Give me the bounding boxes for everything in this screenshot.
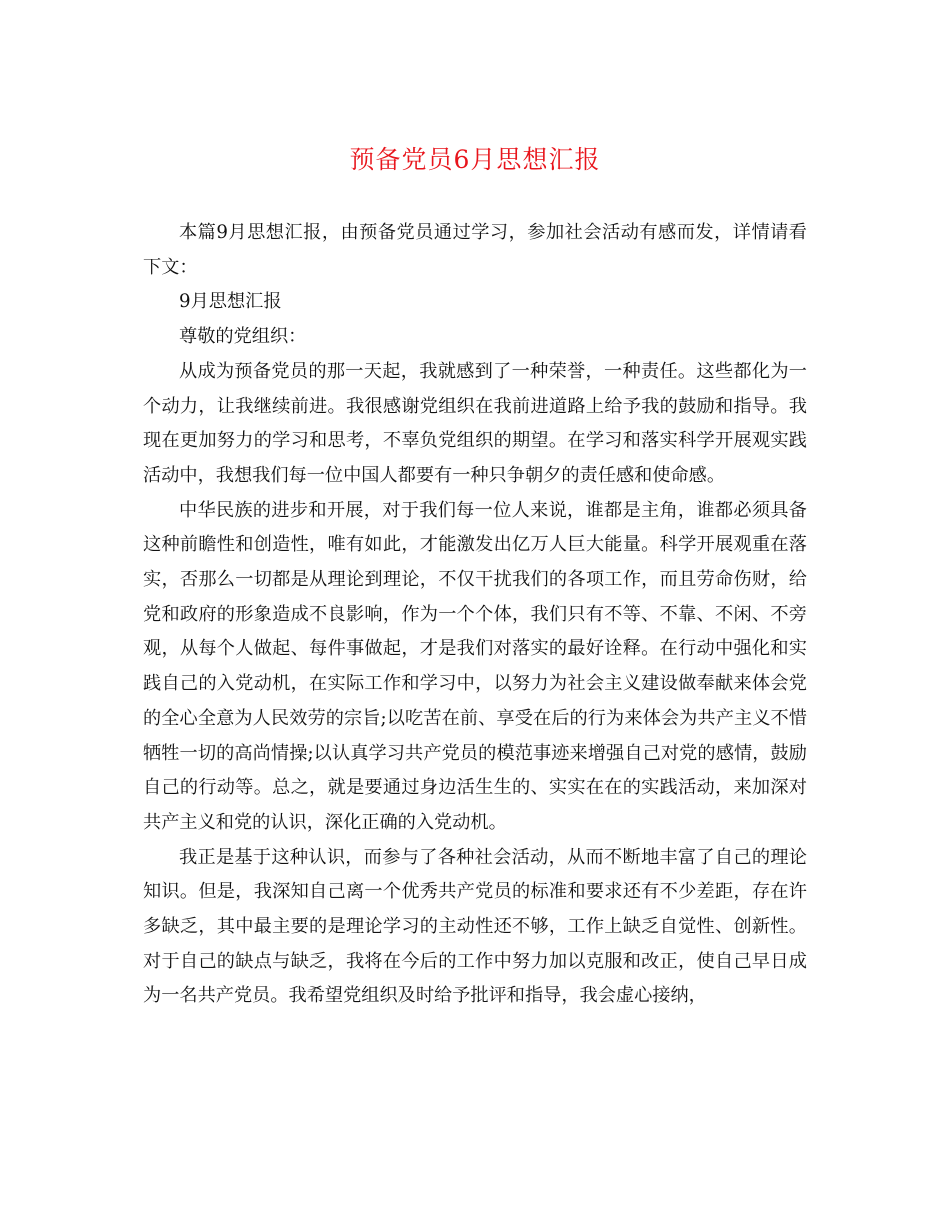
- body-paragraph-2: 中华民族的进步和开展，对于我们每一位人来说，谁都是主角，谁都必须具备这种前瞻性和创造性，唯有如此，才能激发出亿万人巨大能量。科学开展观重在落实，否那么一切都是从理论到理论，不仅干扰我们的各项工作，而且劳命伤财，给党和政府的形象造成不良影响，作为一个个体，我们只有不等、不靠、不闲、不旁观，从每个人做起、每件事做起，才是我们对落实的最好诠释。在行动中强化和实践自己的入党动机，在实际工作和学习中，以努力为社会主义建设做奉献来体会党的全心全意为人民效劳的宗旨;以吃苦在前、享受在后的行为来体会为共产主义不惜牺牲一切的高尚情操;以认真学习共产党员的模范事迹来增强自己对党的感情，鼓励自己的行动等。总之，就是要通过身边活生生的、实实在在的实践活动，来加深对共产主义和党的认识，深化正确的入党动机。: [143, 499, 807, 833]
- body-paragraph-3: 我正是基于这种认识，而参与了各种社会活动，从而不断地丰富了自己的理论知识。但是，我深知自己离一个优秀共产党员的标准和要求还有不少差距，存在许多缺乏，其中最主要的是理论学习的主动性还不够，工作上缺乏自觉性、创新性。对于自己的缺点与缺乏，我将在今后的工作中努力加以克服和改正，使自己早日成为一名共产党员。我希望党组织及时给予批评和指导，我会虚心接纳，: [143, 846, 807, 1007]
- intro-paragraph: 本篇9月思想汇报，由预备党员通过学习，参加社会活动有感而发，详情请看下文：: [143, 222, 807, 278]
- salutation: 尊敬的党组织：: [179, 326, 307, 348]
- report-heading: 9月思想汇报: [179, 291, 282, 313]
- document-body: [143, 216, 807, 1014]
- document-title: 预备党员6月思想汇报: [349, 145, 601, 174]
- body-paragraph-1: 从成为预备党员的那一天起，我就感到了一种荣誉，一种责任。这些都化为一个动力，让我继续前进。我很感谢党组织在我前进道路上给予我的鼓励和指导。我现在更加努力的学习和思考，不辜负党组织的期望。在学习和落实科学开展观实践活动中，我想我们每一位中国人都要有一种只争朝夕的责任感和使命感。: [143, 360, 807, 486]
